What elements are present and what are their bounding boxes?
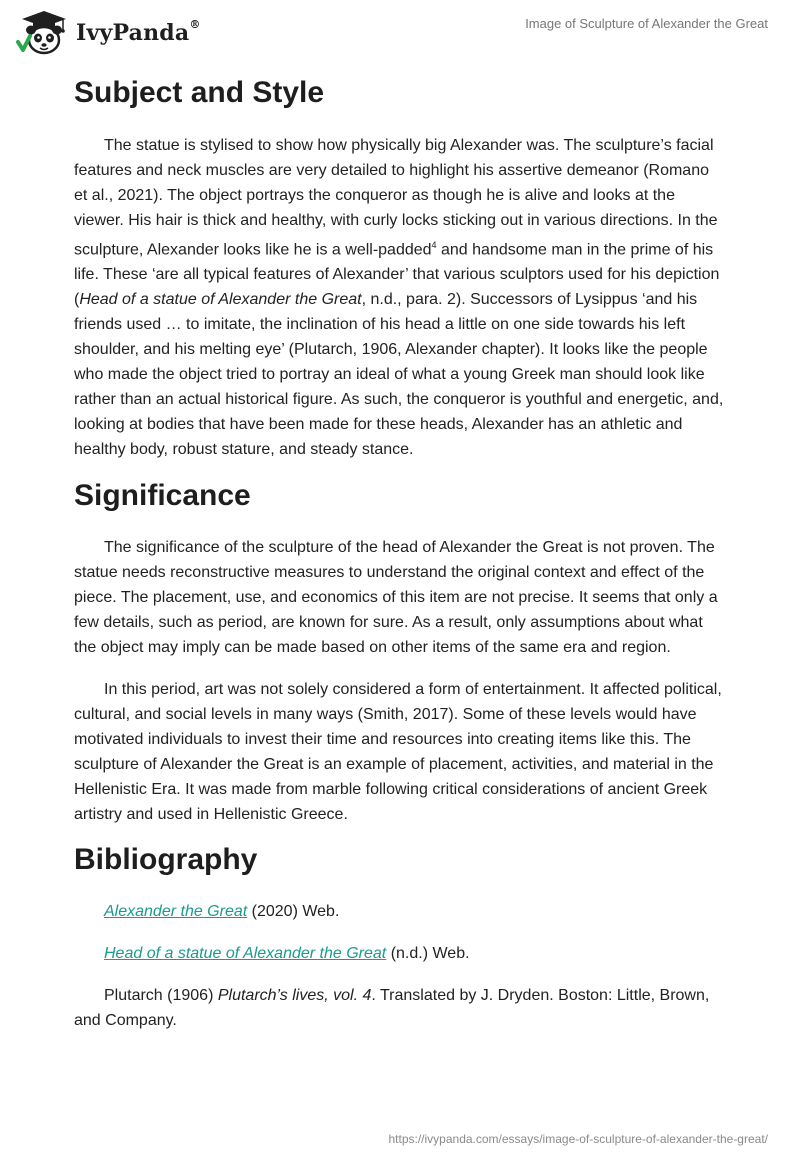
bibliography-book-title: Plutarch’s lives, vol. 4 [217, 987, 372, 1005]
paragraph-text: The statue is stylised to show how physically big Alexander was. The sculpture’s facial features and neck muscles are very detailed to highlight his assertive demeanor (Romano et al., 2021). The object portrays the conqueror as though he is alive and looks at the viewer. His hair is thick and healthy, with curly locks sticking out in various directions. In the sculpture, Alexander looks like he is a well-padded [74, 137, 718, 259]
significance-paragraph-2: In this period, art was not solely considered a form of entertainment. It affected political, cultural, and social levels in many ways (Smith, 2017). Some of these levels would have motivated individuals to invest their time and resources into creating items like this. The sculpture of Alexander the Great is an example of placement, activities, and material in the Hellenistic Era. It was made from marble following critical considerations of ancient Greek artistry and used in Hellenistic Greece. [74, 681, 722, 824]
section-heading-significance: Significance [74, 479, 251, 513]
bibliography-entry [74, 941, 726, 966]
bibliography-entry-text: (2020) Web. [247, 903, 340, 921]
paragraph-text: , n.d., para. 2). Successors of Lysippus ‘and his friends used … to imitate, the inclination of his head a little on one side towards his left shoulder, and his melting eye’ (Plutarch, 1906, Alexander chapter). It looks like the people who made the object tried to portray an ideal of what a young Greek man should look like rather than an actual historical figure. As such, the conqueror is youthful and energetic, and, looking at bodies that have been made for these heads, Alexander has an athletic and healthy body, robust stature, and steady stance. [74, 291, 724, 459]
footnote-marker[interactable]: 4 [431, 240, 437, 250]
significance-paragraph-1: The significance of the sculpture of the head of Alexander the Great is not proven. The statue needs reconstructive measures to understand the original context and effect of the piece. The placement, use, and economics of this item are not precise. It seems that only a few details, such as period, are known for sure. As a result, only assumptions about what the object may imply can be made based on other items of the same era and region. [74, 539, 718, 657]
document-title: Image of Sculpture of Alexander the Great [525, 16, 768, 31]
brand-logo[interactable] [14, 8, 201, 58]
bibliography-entry [74, 983, 726, 1033]
registered-mark: ® [189, 18, 201, 31]
subject-style-paragraph [74, 133, 726, 462]
cited-title: Head of a statue of Alexander the Great [79, 291, 362, 309]
section-heading-subject-style: Subject and Style [74, 76, 325, 109]
page-header [0, 0, 800, 66]
bibliography-link-head-of-statue[interactable]: Head of a statue of Alexander the Great [104, 945, 387, 963]
bibliography-entry-text: . Translated by J. Dryden. Boston: Little, Brown, and Company. [74, 987, 710, 1030]
essay-content [74, 70, 726, 1033]
bibliography-link-alexander-the-great[interactable]: Alexander the Great [104, 903, 248, 921]
panda-graduate-icon [14, 8, 74, 58]
bibliography-author: Plutarch (1906) [104, 987, 218, 1005]
brand-name-text: IvyPanda [76, 20, 190, 46]
section-heading-bibliography: Bibliography [74, 843, 258, 877]
brand-name [76, 20, 201, 46]
paragraph-text: and handsome man in the prime of his life. These ‘are all typical features of Alexander’ that various sculptors used for his depiction ( [74, 241, 720, 309]
source-url[interactable]: https://ivypanda.com/essays/image-of-sculpture-of-alexander-the-great/ [388, 1132, 768, 1146]
bibliography-entry-text: (n.d.) Web. [386, 945, 470, 963]
bibliography-entry [74, 899, 726, 924]
